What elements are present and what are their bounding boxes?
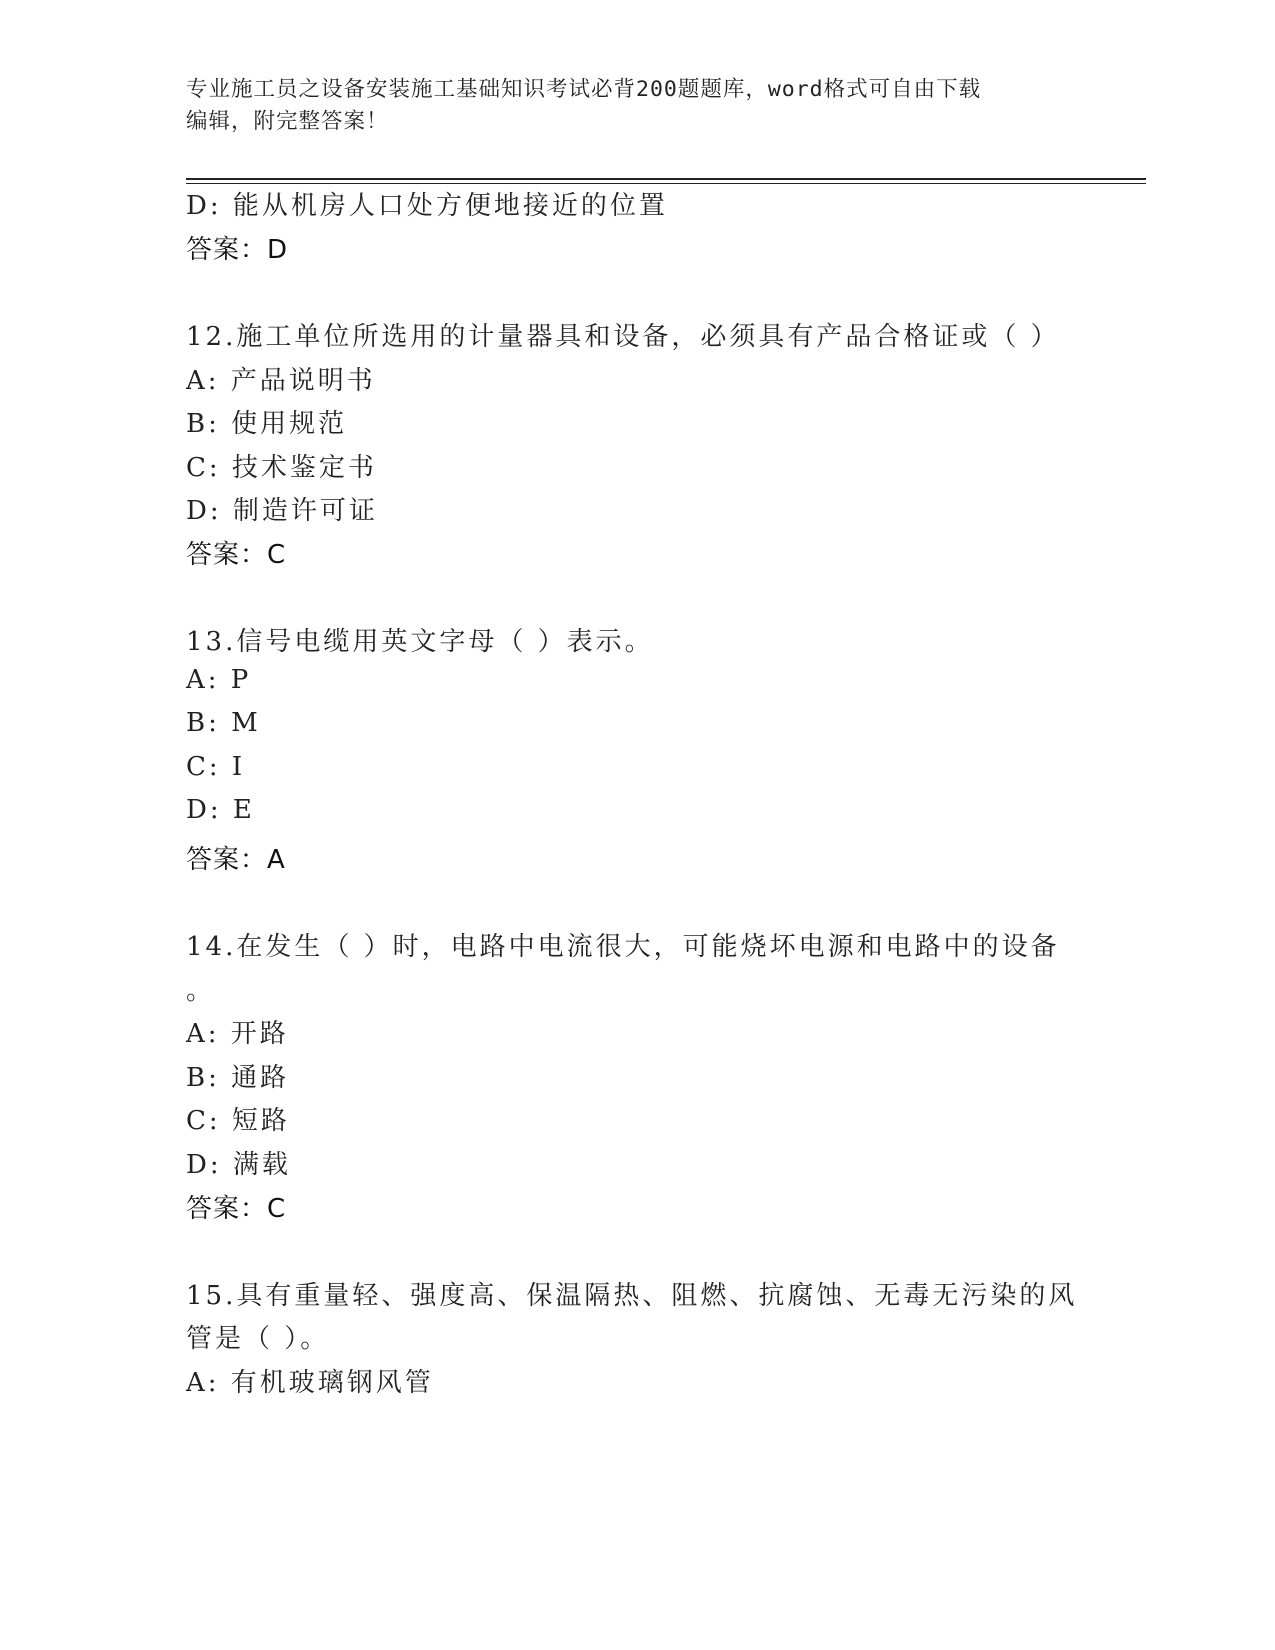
q12-option-a: A: 产品说明书 [186, 366, 376, 396]
q11-option-d: D: 能从机房人口处方便地接近的位置 [186, 191, 668, 221]
q14-option-d: D: 满载 [186, 1150, 291, 1180]
q13-option-d: D: E [186, 795, 255, 825]
document-header [186, 74, 1066, 138]
q12-stem: 12.施工单位所选用的计量器具和设备，必须具有产品合格证或（ ） [186, 322, 1060, 352]
q12-option-d: D: 制造许可证 [186, 496, 378, 526]
q15-stem: 15.具有重量轻、强度高、保温隔热、阻燃、抗腐蚀、无毒无污染的风 [186, 1281, 1078, 1311]
q13-option-a: A: P [186, 665, 252, 695]
header-rule-thin [186, 183, 1146, 184]
q15-stem-continuation: 管是（ ）。 [186, 1324, 330, 1354]
q14-option-a: A: 开路 [186, 1019, 289, 1049]
header-rule-thick [186, 178, 1146, 180]
q13-stem: 13.信号电缆用英文字母（ ）表示。 [186, 627, 654, 657]
q12-answer: 答案：C [186, 540, 287, 570]
header-title-line1: 专业施工员之设备安装施工基础知识考试必背200题题库，word格式可自由下载 [186, 77, 982, 102]
q13-option-c: C: I [186, 752, 246, 782]
q14-option-c: C: 短路 [186, 1106, 290, 1136]
q14-option-b: B: 通路 [186, 1063, 290, 1093]
q12-option-c: C: 技术鉴定书 [186, 453, 377, 483]
q14-stem-continuation: 。 [186, 976, 216, 1006]
q12-option-b: B: 使用规范 [186, 409, 348, 439]
q14-answer: 答案：C [186, 1194, 287, 1224]
q13-option-b: B: M [186, 708, 261, 738]
q13-answer: 答案：A [186, 845, 286, 875]
q15-option-a: A: 有机玻璃钢风管 [186, 1368, 434, 1398]
q14-stem: 14.在发生（ ）时，电路中电流很大，可能烧坏电源和电路中的设备 [186, 932, 1060, 962]
q11-answer: 答案：D [186, 235, 289, 265]
header-title-line2: 编辑，附完整答案！ [186, 109, 389, 134]
